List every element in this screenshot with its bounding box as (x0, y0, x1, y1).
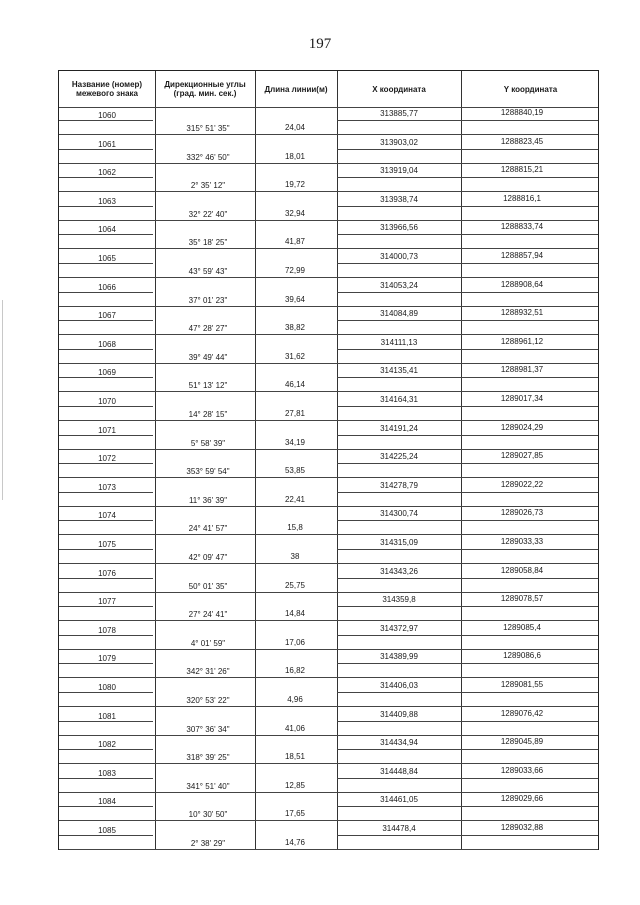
row-divider-right (337, 234, 598, 235)
point-name: 1069 (98, 368, 116, 378)
segment-length: 38 (290, 552, 300, 561)
segment-length: 18,01 (284, 151, 306, 161)
row-divider-right (337, 292, 598, 293)
segment-length: 53,85 (284, 466, 306, 476)
row-divider-right (337, 177, 598, 178)
segment-length: 72,99 (284, 266, 306, 275)
row-divider-left (59, 149, 153, 150)
page-number: 197 (308, 36, 332, 52)
row-divider-left (59, 177, 153, 178)
segment-angle: 318° 39' 25" (186, 753, 230, 763)
point-y: 1288815,21 (500, 165, 544, 175)
point-y: 1289045,89 (500, 737, 544, 747)
point-y: 1289076,42 (500, 708, 544, 718)
row-divider (59, 620, 598, 621)
row-divider-right (337, 721, 598, 722)
row-divider (59, 534, 598, 535)
point-x: 314406,03 (380, 681, 418, 690)
row-divider-left (59, 320, 153, 321)
row-divider-left (59, 635, 153, 636)
row-divider-right (337, 835, 598, 836)
point-x: 314389,99 (380, 652, 418, 662)
segment-length: 17,06 (284, 637, 306, 647)
segment-angle: 10° 30' 50" (188, 810, 228, 820)
point-y: 1289033,33 (500, 537, 544, 546)
point-y: 1289078,57 (500, 594, 544, 604)
segment-length: 12,85 (284, 780, 306, 790)
row-divider (59, 706, 598, 707)
point-x: 314409,88 (380, 709, 418, 719)
scan-edge-mark (2, 300, 3, 500)
row-divider-left (59, 835, 153, 836)
coordinates-table (58, 70, 599, 850)
row-divider-left (59, 349, 153, 350)
row-divider-left (59, 520, 153, 521)
segment-angle: 353° 59' 54" (186, 467, 230, 477)
point-name: 1073 (98, 482, 116, 492)
point-y: 1288981,37 (500, 365, 544, 375)
segment-angle: 42° 09' 47" (188, 553, 228, 562)
row-divider-left (59, 692, 153, 693)
point-y: 1288908,64 (500, 279, 544, 289)
row-divider (59, 735, 598, 736)
point-name: 1077 (98, 597, 116, 607)
segment-length: 22,41 (284, 494, 306, 504)
segment-angle: 5° 58' 39" (190, 438, 226, 448)
header-angles: Дирекционные углы (град. мин. сек.) (164, 80, 246, 98)
segment-length: 38,82 (284, 323, 306, 333)
row-divider-right (337, 692, 598, 693)
row-divider (59, 306, 598, 307)
segment-length: 31,62 (284, 351, 306, 361)
point-x: 314478,4 (382, 824, 416, 833)
segment-angle: 332° 46' 50" (186, 152, 230, 162)
segment-angle: 47° 28' 27" (188, 324, 228, 334)
point-x: 314300,74 (380, 509, 418, 519)
point-name: 1080 (98, 683, 116, 692)
segment-length: 41,06 (284, 723, 306, 733)
header-name: Название (номер) межевого знака (71, 80, 143, 98)
row-divider-right (337, 606, 598, 607)
row-divider-right (337, 149, 598, 150)
row-divider (59, 677, 598, 678)
row-divider (59, 506, 598, 507)
row-divider-right (337, 406, 598, 407)
row-divider-right (337, 320, 598, 321)
segment-angle: 14° 28' 15" (188, 410, 228, 419)
segment-length: 24,04 (284, 123, 306, 132)
point-x: 314225,24 (380, 452, 418, 462)
row-divider-right (337, 549, 598, 550)
row-divider-right (337, 435, 598, 436)
segment-length: 41,87 (284, 237, 306, 247)
row-divider-left (59, 806, 153, 807)
row-divider-left (59, 778, 153, 779)
row-divider-left (59, 292, 153, 293)
point-x: 314461,05 (380, 795, 418, 805)
segment-length: 27,81 (284, 409, 306, 418)
segment-length: 32,94 (284, 208, 306, 218)
row-divider (59, 792, 598, 793)
point-y: 1289027,85 (500, 451, 544, 461)
segment-length: 25,75 (284, 580, 306, 590)
point-y: 1288857,94 (500, 251, 544, 260)
row-divider (59, 134, 598, 135)
point-y: 1289081,55 (500, 680, 544, 689)
segment-angle: 342° 31' 26" (186, 667, 230, 677)
row-divider (59, 477, 598, 478)
point-x: 314191,24 (380, 423, 418, 433)
segment-length: 15,8 (287, 523, 303, 533)
point-y: 1288961,12 (500, 336, 544, 346)
row-divider-right (337, 492, 598, 493)
point-x: 313885,77 (380, 109, 418, 118)
row-divider-right (337, 635, 598, 636)
point-y: 1289058,84 (500, 565, 544, 575)
point-y: 1289017,34 (500, 394, 544, 403)
point-name: 1083 (98, 768, 116, 778)
segment-length: 46,14 (284, 380, 306, 390)
row-divider (59, 391, 598, 392)
point-y: 1289086,6 (503, 651, 541, 661)
row-divider-left (59, 492, 153, 493)
row-divider (59, 334, 598, 335)
segment-angle: 32° 22' 40" (188, 209, 228, 219)
row-divider-left (59, 578, 153, 579)
row-divider (59, 449, 598, 450)
segment-angle: 43° 59' 43" (188, 267, 228, 276)
point-x: 314359,8 (382, 595, 416, 605)
segment-angle: 51° 13' 12" (188, 381, 228, 391)
point-x: 313919,04 (380, 166, 418, 176)
segment-angle: 320° 53' 22" (186, 696, 230, 705)
row-divider-left (59, 377, 153, 378)
point-name: 1068 (98, 339, 116, 349)
row-divider-right (337, 806, 598, 807)
row-divider-left (59, 463, 153, 464)
segment-angle: 4° 01' 59" (190, 638, 226, 648)
row-divider-right (337, 120, 598, 121)
point-y: 1288840,19 (500, 108, 544, 117)
point-name: 1065 (98, 254, 116, 263)
row-divider (59, 649, 598, 650)
point-name: 1082 (98, 740, 116, 750)
point-name: 1071 (98, 425, 116, 435)
header-x: X координата (372, 84, 426, 94)
point-y: 1288823,45 (500, 136, 544, 146)
point-y: 1289033,66 (500, 765, 544, 775)
row-divider-right (337, 520, 598, 521)
point-x: 314053,24 (380, 280, 418, 290)
row-divider-right (337, 377, 598, 378)
row-divider-right (337, 463, 598, 464)
row-divider (59, 849, 598, 850)
point-x: 314000,73 (380, 252, 418, 261)
point-name: 1067 (98, 311, 116, 321)
segment-angle: 11° 36' 39" (188, 495, 228, 505)
point-x: 313938,74 (380, 194, 418, 204)
point-y: 1289032,88 (500, 823, 544, 832)
point-name: 1079 (98, 654, 116, 664)
segment-length: 14,84 (284, 609, 306, 619)
header-length: Длина линии(м) (264, 84, 328, 94)
point-x: 314372,97 (380, 623, 418, 633)
point-name: 1060 (98, 111, 116, 120)
point-x: 314135,41 (380, 366, 418, 376)
segment-angle: 39° 49' 44" (188, 352, 228, 362)
point-x: 313903,02 (380, 137, 418, 147)
segment-angle: 50° 01' 35" (188, 581, 228, 591)
row-divider (59, 220, 598, 221)
point-x: 314448,84 (380, 766, 418, 776)
row-divider-right (337, 663, 598, 664)
segment-angle: 307° 36' 34" (186, 724, 230, 734)
segment-length: 39,64 (284, 294, 306, 304)
point-name: 1072 (98, 454, 116, 464)
segment-angle: 2° 38' 29" (190, 839, 226, 848)
row-divider-left (59, 435, 153, 436)
row-divider-left (59, 663, 153, 664)
point-x: 314343,26 (380, 566, 418, 576)
point-name: 1076 (98, 568, 116, 578)
point-name: 1078 (98, 625, 116, 635)
row-divider-left (59, 406, 153, 407)
row-divider-left (59, 721, 153, 722)
row-divider (59, 420, 598, 421)
row-divider-left (59, 549, 153, 550)
row-divider (59, 763, 598, 764)
segment-length: 34,19 (284, 437, 306, 447)
column-divider (155, 71, 156, 849)
row-divider-left (59, 120, 153, 121)
point-name: 1063 (98, 196, 116, 206)
segment-angle: 315° 51' 35" (186, 124, 230, 133)
row-divider-left (59, 263, 153, 264)
segment-angle: 35° 18' 25" (188, 238, 228, 248)
point-name: 1085 (98, 826, 116, 835)
segment-length: 17,65 (284, 809, 306, 819)
row-divider-right (337, 778, 598, 779)
row-divider-left (59, 234, 153, 235)
segment-angle: 2° 35' 12" (190, 181, 226, 191)
point-name: 1084 (98, 797, 116, 807)
point-name: 1061 (98, 139, 116, 149)
row-divider-right (337, 263, 598, 264)
point-y: 1289022,22 (500, 479, 544, 489)
row-divider-left (59, 606, 153, 607)
row-divider (59, 363, 598, 364)
segment-length: 14,76 (284, 838, 306, 847)
point-name: 1066 (98, 282, 116, 292)
point-y: 1288932,51 (500, 308, 544, 318)
point-name: 1081 (98, 711, 116, 721)
row-divider-right (337, 749, 598, 750)
row-divider (59, 563, 598, 564)
point-y: 1289085,4 (503, 622, 541, 632)
point-y: 1289029,66 (500, 794, 544, 804)
point-x: 314164,31 (380, 395, 418, 404)
point-name: 1062 (98, 168, 116, 178)
row-divider (59, 592, 598, 593)
point-x: 314315,09 (380, 538, 418, 547)
row-divider-right (337, 578, 598, 579)
row-divider-left (59, 206, 153, 207)
header-y: Y координата (503, 84, 558, 94)
row-divider (59, 820, 598, 821)
point-x: 314111,13 (380, 337, 418, 347)
row-divider-right (337, 349, 598, 350)
point-x: 314434,94 (380, 738, 418, 748)
row-divider-right (337, 206, 598, 207)
point-name: 1070 (98, 397, 116, 406)
point-name: 1064 (98, 225, 116, 235)
point-name: 1074 (98, 511, 116, 521)
segment-angle: 24° 41' 57" (188, 524, 228, 534)
point-y: 1288833,74 (500, 222, 544, 232)
point-x: 314084,89 (380, 309, 418, 319)
segment-angle: 37° 01' 23" (188, 295, 228, 305)
point-name: 1075 (98, 540, 116, 549)
segment-angle: 27° 24' 41" (188, 610, 228, 620)
row-divider-left (59, 749, 153, 750)
row-divider (59, 248, 598, 249)
row-divider (59, 191, 598, 192)
point-y: 1289024,29 (500, 422, 544, 432)
row-divider (59, 277, 598, 278)
segment-length: 4,96 (287, 695, 303, 704)
point-x: 313966,56 (380, 223, 418, 233)
point-y: 1289026,73 (500, 508, 544, 518)
segment-length: 19,72 (284, 180, 306, 190)
point-y: 1288816,1 (503, 193, 541, 203)
segment-angle: 341° 51' 40" (186, 781, 230, 791)
segment-length: 16,82 (284, 666, 306, 676)
row-divider (59, 163, 598, 164)
segment-length: 18,51 (284, 752, 306, 762)
point-x: 314278,79 (380, 480, 418, 490)
